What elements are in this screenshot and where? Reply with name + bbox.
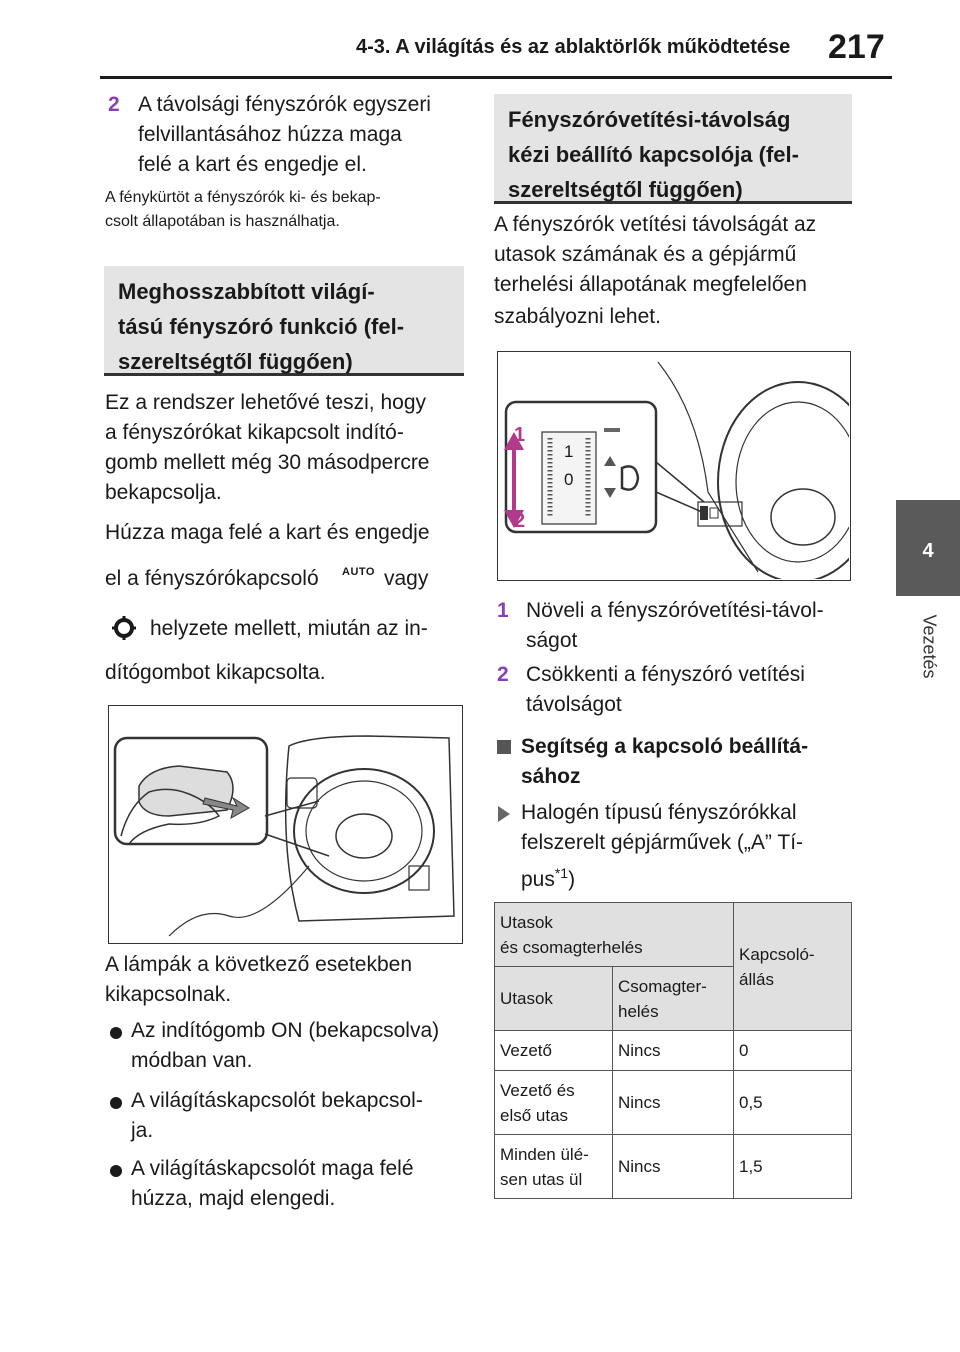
subheading-line-2: sához <box>521 765 581 788</box>
bullet-1-line-1: Az indítógomb ON (bekapcsolva) <box>131 1019 440 1042</box>
parking-light-icon <box>112 616 136 640</box>
table-row <box>495 1071 852 1135</box>
header-passengers: Utasok <box>495 967 613 1031</box>
header-luggage: Csomagter- helés <box>613 967 734 1031</box>
item-1-line-1: Növeli a fényszóróvetítési-távol- <box>526 599 824 622</box>
para1-line-4: bekapcsolja. <box>105 481 222 504</box>
subheading-line-1: Segítség a kapcsoló beállítá- <box>521 735 809 758</box>
auto-position-symbol: AUTO <box>342 566 375 578</box>
section-title: 4-3. A világítás és az ablaktörlők működtetése <box>356 36 791 58</box>
row-load: Nincs <box>613 1071 734 1135</box>
para1-line-3: gomb mellett még 30 másodpercre <box>105 451 430 474</box>
para2-line-2a: el a fényszórókapcsoló <box>105 567 319 590</box>
note-line-1: A fénykürtöt a fényszórók ki- és bekap- <box>105 189 381 206</box>
sub-item-line-2: felszerelt gépjárművek („A” Tí- <box>521 831 804 854</box>
heading-line-2: tású fényszóró funkció (fel- <box>118 314 405 339</box>
para2-line-2b: vagy <box>384 567 429 590</box>
right-para-line-3: terhelési állapotának megfelelően <box>494 273 807 296</box>
header-load-group: Utasok és csomagterhelés <box>495 903 734 967</box>
row-passengers: Vezető <box>495 1031 613 1071</box>
heading-line-3: szereltségtől függően) <box>118 349 353 374</box>
bullet-dot <box>110 1097 122 1109</box>
bullet-dot <box>110 1165 122 1177</box>
right-para-line-1: A fényszórók vetítési távolságát az <box>494 213 817 236</box>
heading-line-1: Meghosszabbított világí- <box>118 279 375 304</box>
row-load: Nincs <box>613 1031 734 1071</box>
switch-position-table <box>494 902 852 1199</box>
dial-label-down: 2 <box>514 510 526 532</box>
step-2-line-2: felvillantásához húzza maga <box>138 123 402 146</box>
step-2-number: 2 <box>108 93 120 116</box>
chapter-label-text: Vezetés <box>919 614 940 679</box>
para3-line-1: A lámpák a következő esetekben <box>105 953 413 976</box>
row-position: 0 <box>734 1031 852 1071</box>
sub-item-line-1: Halogén típusú fényszórókkal <box>521 801 797 824</box>
item-2-line-1: Csökkenti a fényszóró vetítési <box>526 663 805 686</box>
lever-illustration <box>109 706 461 942</box>
chapter-label <box>918 602 940 692</box>
bullet-dot <box>110 1027 122 1039</box>
table-row <box>495 1031 852 1071</box>
triangle-bullet-icon <box>498 806 510 822</box>
chapter-number: 4 <box>922 540 934 562</box>
heading-line-2: kézi beállító kapcsolója (fel- <box>508 142 799 167</box>
lever-figure <box>108 705 463 944</box>
item-2-line-2: távolságot <box>526 693 622 716</box>
row-passengers: Vezető és első utas <box>495 1071 613 1135</box>
para2-line-3: helyzete mellett, miután az in- <box>150 617 428 640</box>
heading-line-1: Fényszóróvetítési-távolság <box>508 107 791 132</box>
headlight-leveling-heading <box>494 94 852 204</box>
para2-line-1: Húzza maga felé a kart és engedje <box>105 521 430 544</box>
dial-scale-top: 1 <box>564 442 574 461</box>
item-1-number: 1 <box>497 599 509 622</box>
row-position: 1,5 <box>734 1135 852 1199</box>
step-2-line-3: felé a kart és engedje el. <box>138 153 367 176</box>
para1-line-2: a fényszórókat kikapcsolt indító- <box>105 421 404 444</box>
page-header <box>0 0 960 80</box>
leveling-dial-figure <box>497 351 851 581</box>
bullet-3-line-1: A világításkapcsolót maga felé <box>131 1157 414 1180</box>
bullet-2-line-2: ja. <box>131 1119 154 1142</box>
heading-line-3: szereltségtől függően) <box>508 177 743 202</box>
bullet-1-line-2: módban van. <box>131 1049 253 1072</box>
footnote-ref: *1 <box>554 865 569 881</box>
table-row <box>495 1135 852 1199</box>
row-load: Nincs <box>613 1135 734 1199</box>
note-line-2: csolt állapotában is használhatja. <box>105 213 340 230</box>
para1-line-1: Ez a rendszer lehetővé teszi, hogy <box>105 391 427 414</box>
header-switch-position: Kapcsoló- állás <box>734 903 852 1031</box>
chapter-tab <box>896 500 960 596</box>
leveling-dial-illustration <box>498 352 849 579</box>
item-1-line-2: ságot <box>526 629 578 652</box>
page-number: 217 <box>828 28 885 66</box>
sub-item-text: pus <box>521 868 555 891</box>
row-position: 0,5 <box>734 1071 852 1135</box>
right-para-line-2: utasok számának és a gépjármű <box>494 243 797 266</box>
sub-item-line-3 <box>521 858 575 895</box>
step-2-line-1: A távolsági fényszórók egyszeri <box>138 93 431 116</box>
para3-line-2: kikapcsolnak. <box>105 983 232 1006</box>
item-2-number: 2 <box>497 663 509 686</box>
dial-scale-mid: 0 <box>564 470 574 489</box>
sub-item-close: ) <box>568 868 576 891</box>
para2-line-4: dítógombot kikapcsolta. <box>105 661 326 684</box>
extended-lighting-heading <box>104 266 464 376</box>
subheading-square-icon <box>497 740 511 754</box>
dial-label-up: 1 <box>514 424 526 446</box>
bullet-3-line-2: húzza, majd elengedi. <box>131 1187 336 1210</box>
row-passengers: Minden ülé- sen utas ül <box>495 1135 613 1199</box>
bullet-2-line-1: A világításkapcsolót bekapcsol- <box>131 1089 423 1112</box>
right-para-line-4: szabályozni lehet. <box>494 305 661 328</box>
header-divider <box>100 76 892 79</box>
